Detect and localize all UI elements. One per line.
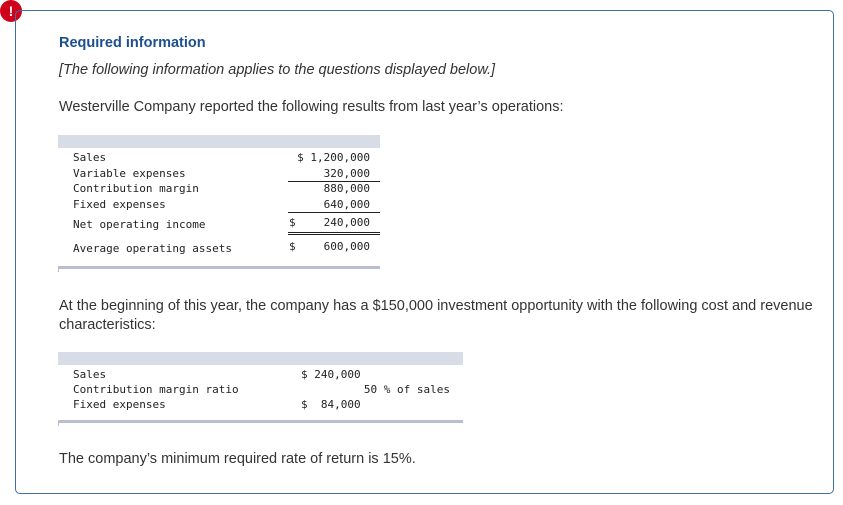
table-row-label: Net operating income	[73, 218, 206, 231]
table-row-label: Fixed expenses	[73, 398, 166, 411]
table-row-label: Sales	[73, 368, 107, 381]
table-row-value: 50 % of sales	[363, 383, 450, 396]
table-row-value: 240,000	[323, 216, 370, 229]
currency-symbol: $	[289, 240, 296, 253]
intro-text: Westerville Company reported the following results from last year’s operations:	[59, 99, 564, 115]
table-corner	[58, 420, 59, 426]
table-row-value: 640,000	[323, 198, 370, 211]
table-row-label: Contribution margin ratio	[73, 383, 239, 396]
section-note: [The following information applies to the questions displayed below.]	[59, 62, 496, 78]
table-corner	[58, 266, 59, 272]
exclamation-icon: !	[0, 0, 22, 22]
table-row-value: 880,000	[323, 182, 370, 195]
table-row-label: Contribution margin	[73, 182, 199, 195]
table-row-label: Average operating assets	[73, 242, 232, 255]
table1-header-bar	[58, 135, 380, 148]
investment-text: At the beginning of this year, the company has a $150,000 investment opportunity with the following cost and revenue characteristics:	[59, 298, 813, 333]
double-underline	[288, 232, 380, 233]
table-row-label: Variable expenses	[73, 167, 186, 180]
table-row-value: 600,000	[323, 240, 370, 253]
table2-footer-bar	[58, 420, 463, 423]
table-row-label: Sales	[73, 151, 107, 164]
underline	[288, 212, 380, 213]
double-underline	[288, 234, 380, 235]
table2-header-bar	[58, 352, 463, 365]
section-heading: Required information	[59, 35, 206, 51]
table-row-value: $ 1,200,000	[297, 151, 370, 164]
table1-footer-bar	[58, 266, 380, 269]
currency-symbol: $	[289, 216, 296, 229]
footer-text: The company’s minimum required rate of return is 15%.	[59, 451, 416, 467]
table-row-value: $ 84,000	[301, 398, 361, 411]
table-row-label: Fixed expenses	[73, 198, 166, 211]
table-row-value: 320,000	[323, 167, 370, 180]
table-row-value: $ 240,000	[301, 368, 361, 381]
